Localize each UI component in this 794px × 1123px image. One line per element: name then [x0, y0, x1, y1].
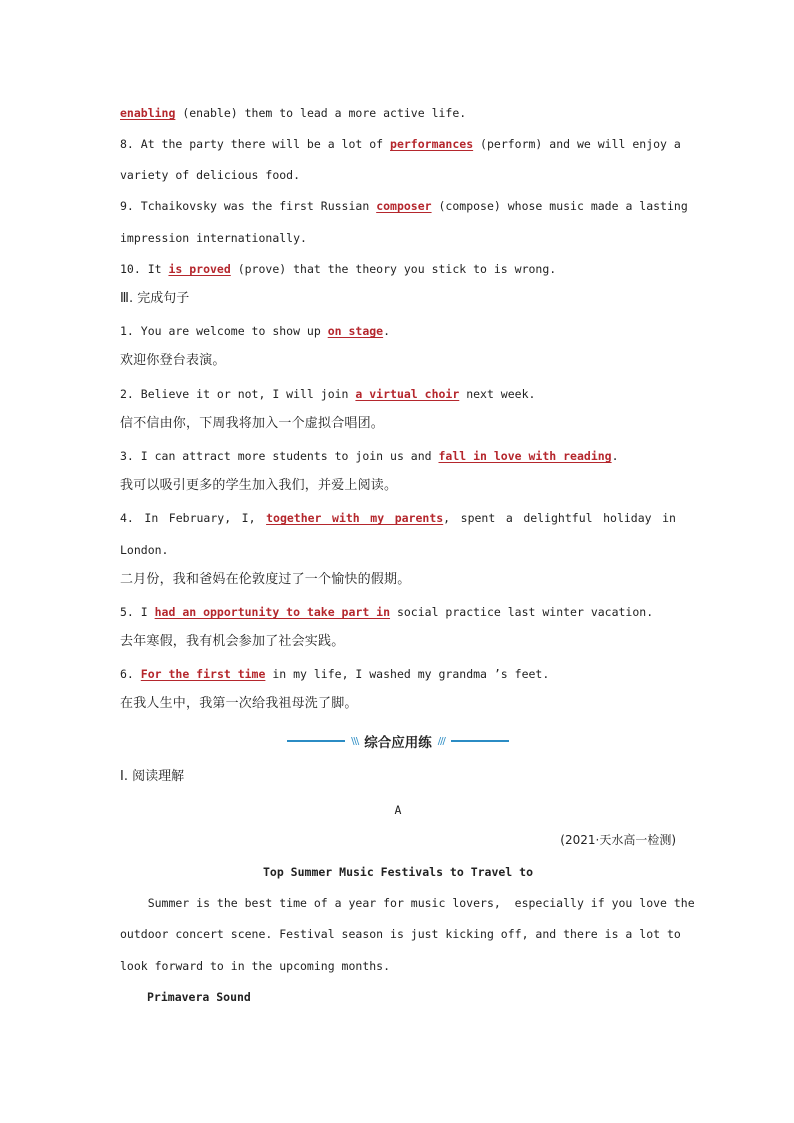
question-9-line-1	[120, 198, 688, 214]
sentence-text: .	[383, 324, 391, 338]
sentence-6-translation: 在我人生中，我第一次给我祖母洗了脚。	[120, 696, 358, 711]
answer-text: performances	[390, 137, 474, 151]
passage-source: (2021·天水高一检测)	[560, 833, 676, 847]
sentence-text: 2. Believe it or not, I will join	[120, 387, 356, 401]
passage-subheading: Primavera Sound	[147, 990, 251, 1004]
passage-paragraph-line-2: outdoor concert scene. Festival season is just kicking off, and there is a lot to	[120, 927, 681, 941]
banner-title: 综合应用练	[364, 735, 432, 751]
answer-text: For the first time	[140, 667, 266, 681]
question-text: 9. Tchaikovsky was the first Russian	[120, 199, 377, 213]
passage-letter: A	[394, 803, 402, 817]
question-8-line-2: variety of delicious food.	[120, 168, 301, 182]
reading-section-heading: Ⅰ. 阅读理解	[120, 769, 185, 784]
sentence-6	[120, 666, 676, 682]
sentence-text: next week.	[459, 387, 536, 401]
sentence-2	[120, 386, 676, 402]
question-9-line-2: impression internationally.	[120, 231, 307, 245]
banner-rule-left	[287, 740, 345, 742]
answer-text: composer	[376, 199, 432, 213]
sentence-2-translation: 信不信由你，下周我将加入一个虚拟合唱团。	[120, 416, 385, 431]
answer-text: a virtual choir	[355, 387, 460, 401]
question-text: (perform) and we will enjoy a	[473, 137, 681, 151]
passage-paragraph-line-3: look forward to in the upcoming months.	[120, 959, 391, 973]
question-text: (compose) whose music made a lasting	[431, 199, 688, 213]
banner-mark-right: ///	[437, 735, 445, 747]
sentence-text: 3. I can attract more students to join us and	[120, 449, 439, 463]
answer-text: on stage	[327, 324, 384, 338]
section-banner	[278, 731, 518, 751]
question-8-line-1	[120, 136, 681, 152]
question-text: (enable) them to lead a more active life.	[175, 106, 467, 120]
sentence-3-translation: 我可以吸引更多的学生加入我们，并爱上阅读。	[120, 478, 398, 493]
sentence-text: 1. You are welcome to show up	[120, 324, 328, 338]
sentence-4-line-2: London.	[120, 543, 169, 557]
sentence-3	[120, 448, 676, 464]
question-text: (prove) that the theory you stick to is wrong.	[230, 262, 557, 276]
question-text: 10. It	[120, 262, 169, 276]
sentence-text: , spent a delightful holiday in	[443, 511, 676, 525]
sentence-4-translation: 二月份，我和爸妈在伦敦度过了一个愉快的假期。	[120, 572, 411, 587]
answer-text: fall in love with reading	[438, 449, 612, 463]
sentence-text: .	[611, 449, 619, 463]
sentence-5	[120, 604, 676, 620]
question-10-line	[120, 261, 676, 277]
sentence-4-line-1	[120, 510, 676, 526]
sentence-text: 6.	[120, 667, 141, 681]
answer-text: is proved	[168, 262, 231, 276]
sentence-1	[120, 323, 676, 339]
sentence-1-translation: 欢迎你登台表演。	[120, 353, 226, 368]
sentence-5-translation: 去年寒假，我有机会参加了社会实践。	[120, 634, 345, 649]
answer-text: together with my parents	[266, 511, 444, 525]
section-heading: Ⅲ. 完成句子	[120, 291, 190, 306]
question-text: 8. At the party there will be a lot of	[120, 137, 391, 151]
answer-text: enabling	[120, 106, 176, 120]
banner-mark-left: \\\	[351, 735, 359, 747]
sentence-text: social practice last winter vacation.	[390, 605, 654, 619]
passage-paragraph-line-1: Summer is the best time of a year for music lovers, especially if you love the	[120, 896, 695, 910]
answer-text: had an opportunity to take part in	[154, 605, 391, 619]
sentence-text: 4. In February, I,	[120, 511, 267, 525]
sentence-text: in my life, I washed my grandma ’s feet.	[265, 667, 550, 681]
sentence-text: 5. I	[120, 605, 155, 619]
question-7-line	[120, 105, 676, 121]
passage-title: Top Summer Music Festivals to Travel to	[262, 865, 534, 879]
banner-rule-right	[451, 740, 509, 742]
